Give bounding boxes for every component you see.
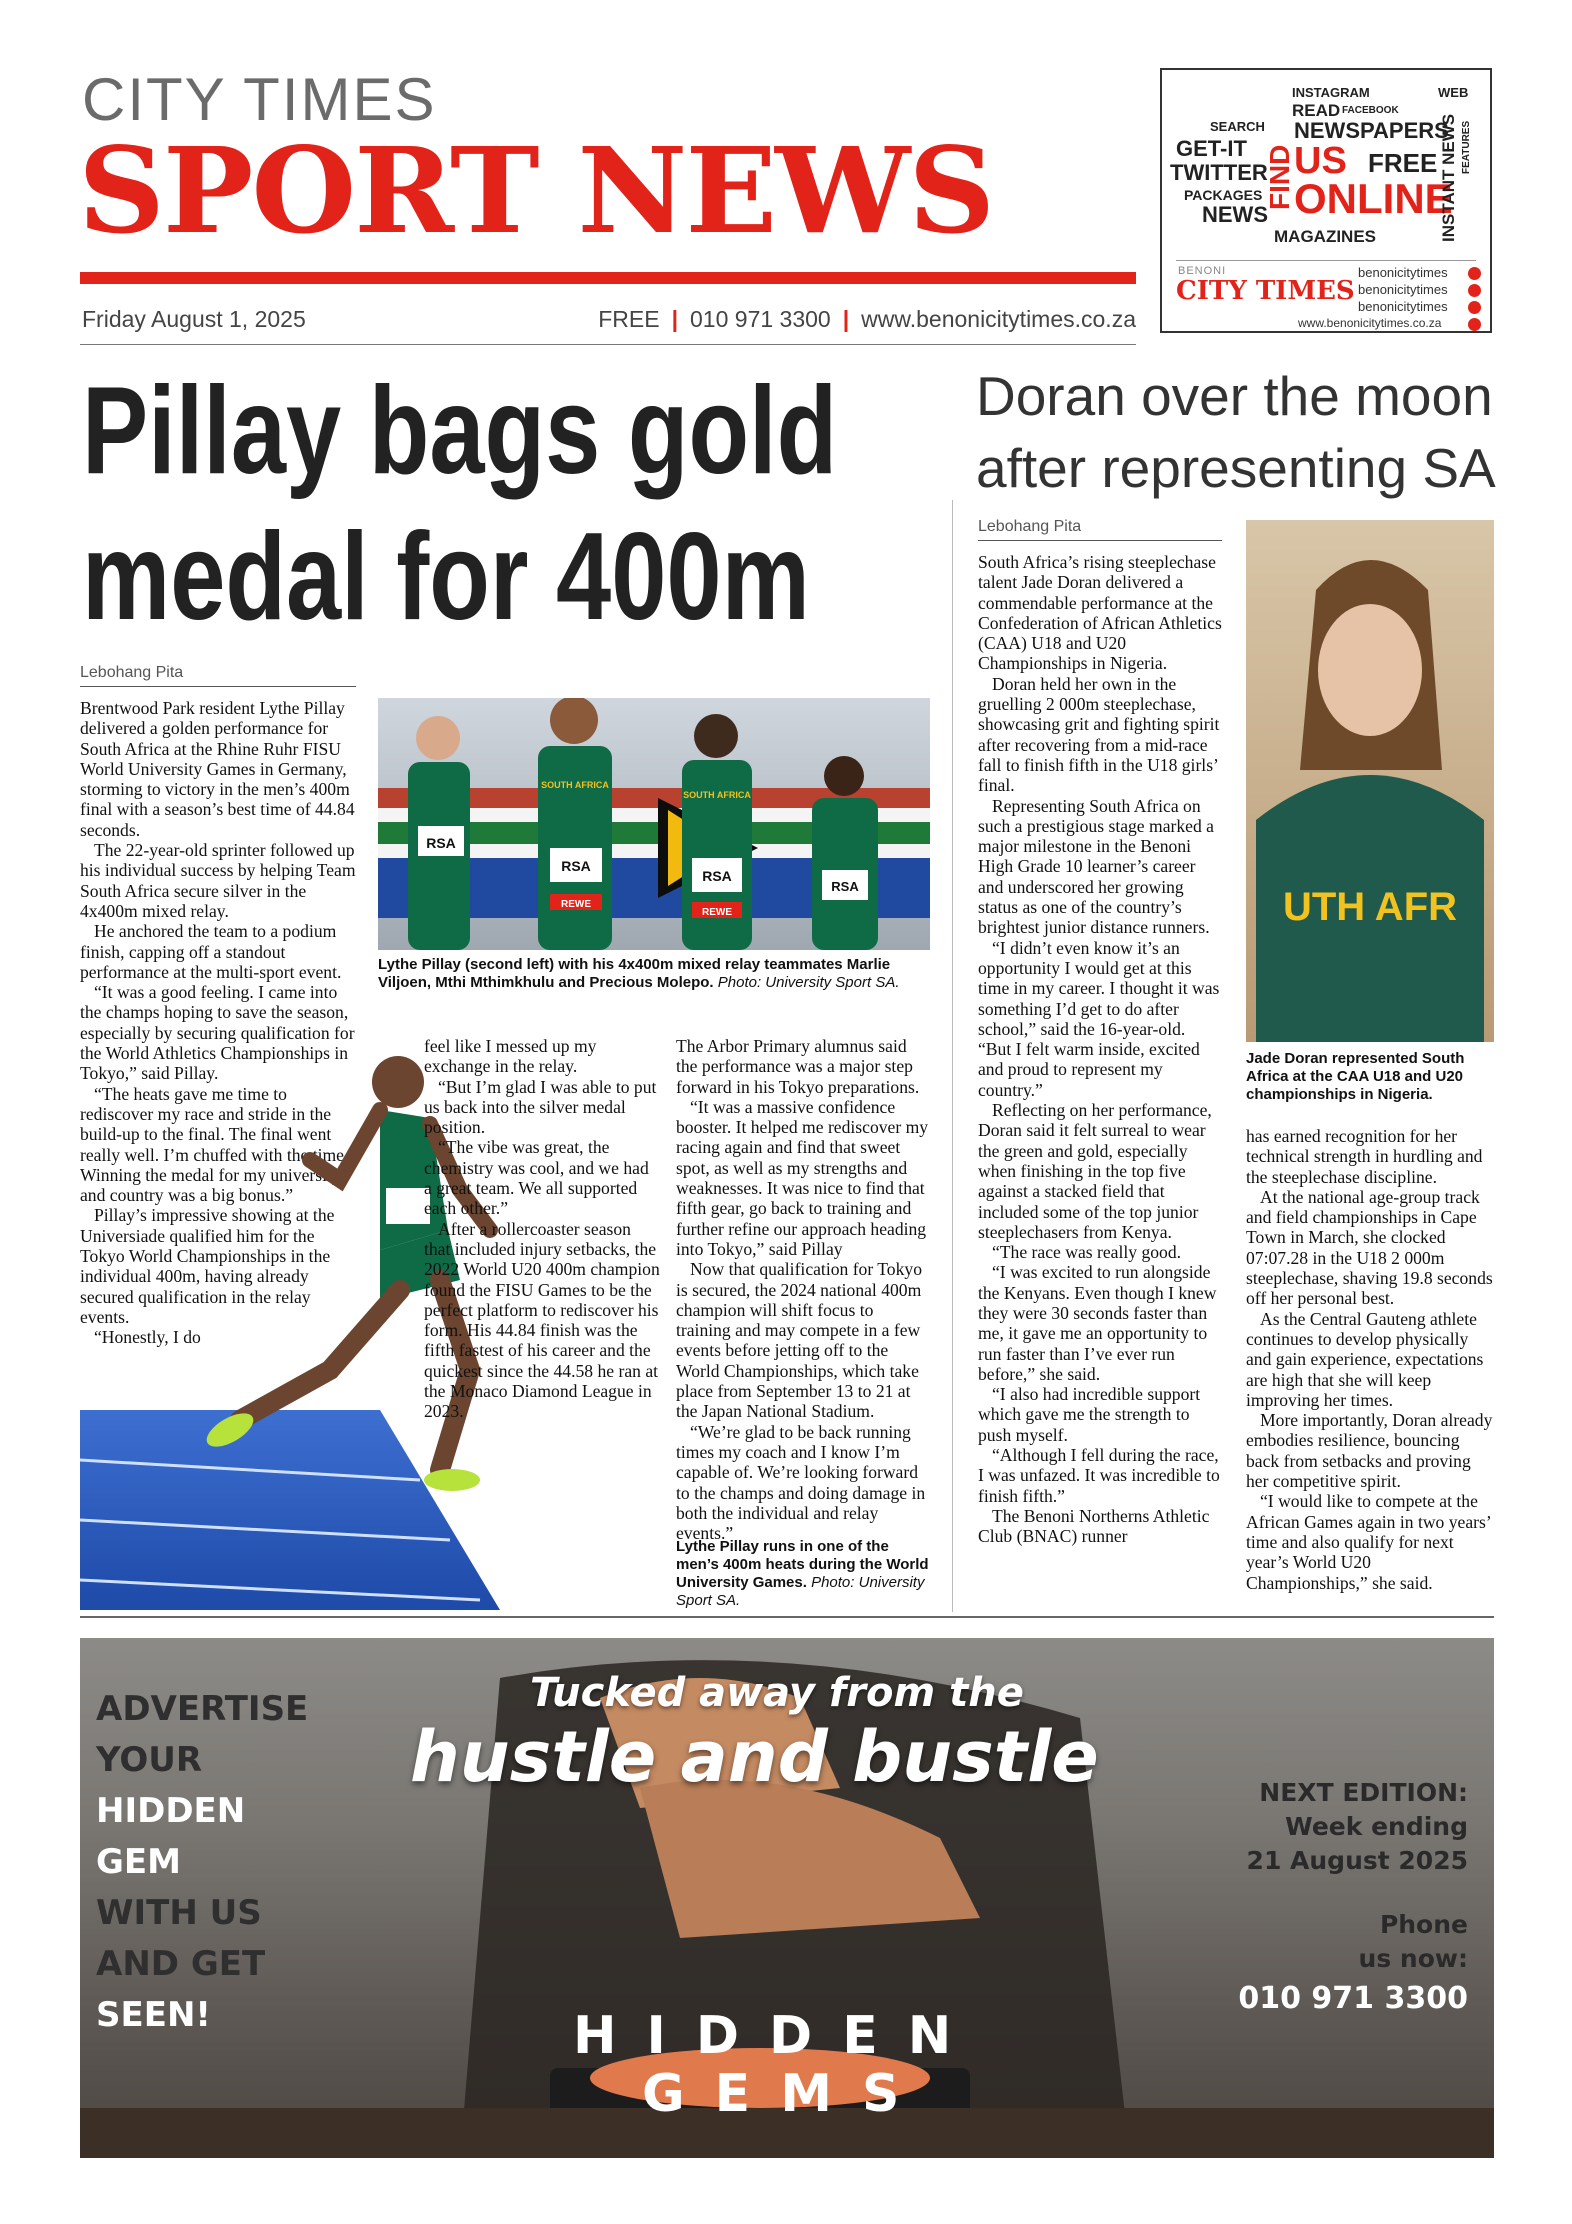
paragraph: The Arbor Primary alumnus said the performance was a major step forward in his Tokyo preparations. xyxy=(676,1036,920,1097)
doran-portrait xyxy=(1246,520,1494,1042)
paragraph: More importantly, Doran already embodies resilience, bouncing back from setbacks and proving her competitive spirit. xyxy=(1246,1410,1493,1492)
doran-illustration xyxy=(1246,520,1494,1042)
pillay-column-2 xyxy=(424,1036,660,1422)
paragraph: “But I’m glad I was able to put us back into the silver medal position. xyxy=(424,1076,657,1138)
twitter-handle[interactable]: benonicitytimes xyxy=(1358,265,1448,280)
promo-word: NEWSPAPERS xyxy=(1294,118,1449,143)
promo-word: TWITTER xyxy=(1170,160,1268,185)
advert-line: WITH US xyxy=(96,1893,262,1933)
phone-label: Phone xyxy=(1379,1910,1468,1939)
bib-text: RSA xyxy=(831,879,859,894)
instagram-handle[interactable]: benonicitytimes xyxy=(1358,299,1448,314)
column-divider xyxy=(952,500,953,1612)
page-divider xyxy=(80,1616,1494,1618)
web-icon xyxy=(1468,318,1481,331)
pillay-byline: Lebohang Pita xyxy=(80,664,184,681)
paragraph: Doran held her own in the gruelling 2 000m steeplechase, showcasing grit and fighting spirit after recovering from a mid-race fall to finish fifth in the U18 girls’ final. xyxy=(978,673,1220,796)
bib-text: RSA xyxy=(702,868,732,884)
paragraph: “It was a massive confidence booster. It helped me rediscover my racing again and find that sweet spot, as well as my strengths and weaknesses. It was nice to find that fifth gear, go back to training and further refine our approach heading into Tokyo,” said Pillay xyxy=(676,1096,929,1259)
promo-word: PACKAGES xyxy=(1184,187,1263,203)
paragraph: has earned recognition for her technical strength in hurdling and the steeplechase discipline. xyxy=(1246,1126,1483,1187)
caption-text: Lythe Pillay (second left) with his 4x400m mixed relay teammates Marlie Viljoen, Mthi Mthimkhulu and Precious Molepo. xyxy=(378,956,891,991)
advert-phone[interactable]: 010 971 3300 xyxy=(1238,1981,1468,2016)
hidden-gems-advert[interactable] xyxy=(80,1638,1494,2158)
promo-word: INSTAGRAM xyxy=(1292,85,1370,100)
promo-word: NEWS xyxy=(1202,202,1268,227)
advert-line: HIDDEN xyxy=(96,1791,246,1831)
facebook-icon xyxy=(1468,284,1481,297)
paragraph: South Africa’s rising steeplechase talent Jade Doran delivered a commendable performance at the Confederation of African Athletics (CAA) U18 and U20 Championships in Nigeria. xyxy=(978,552,1222,674)
promo-website[interactable]: www.benonicitytimes.co.za xyxy=(1298,316,1442,330)
masthead-red-rule xyxy=(80,272,1136,284)
advert-line: SEEN! xyxy=(96,1995,211,2035)
masthead-divider xyxy=(80,344,1136,345)
masthead-website[interactable]: www.benonicitytimes.co.za xyxy=(861,306,1136,332)
paragraph: “Honestly, I do xyxy=(94,1327,201,1348)
paragraph: “We’re glad to be back running times my coach and I know I’m capable of. We’re looking forward to the champs and doing damage in both the individual and relay events.” xyxy=(676,1421,926,1544)
doran-photo-caption xyxy=(1246,1050,1494,1104)
masthead-contact: FREE | 010 971 3300 | www.benonicitytimes.co.za xyxy=(598,306,1136,332)
promo-word: FACEBOOK xyxy=(1342,105,1399,116)
paragraph: As the Central Gauteng athlete continues to develop physically and gain experience, expectations are high that she will keep improving her times. xyxy=(1246,1308,1484,1410)
promo-word: INSTANT NEWS xyxy=(1439,113,1458,242)
caption-text: Jade Doran represented South Africa at the CAA U18 and U20 championships in Nigeria. xyxy=(1246,1050,1465,1103)
promo-word: GET-IT xyxy=(1176,136,1247,161)
paragraph: After a rollercoaster season that included injury setbacks, the 2022 World U20 400m champion found the FISU Games to be the perfect platform to rediscover his form. His 44.84 finish was the fifth fastest of his career and the quickest since the 44.58 he ran at the Monaco Diamond League in 2023. xyxy=(424,1218,660,1422)
paragraph: The Benoni Northerns Athletic Club (BNAC) runner xyxy=(978,1505,1210,1547)
relay-team-illustration xyxy=(378,698,930,950)
sponsor-text: REWE xyxy=(702,907,732,918)
promo-word: FREE xyxy=(1368,148,1438,178)
promo-box xyxy=(1160,68,1492,333)
doran-headline-line: Doran over the moon xyxy=(976,365,1493,427)
promo-logo-small: BENONI xyxy=(1178,265,1227,277)
advert-line: YOUR xyxy=(96,1740,203,1780)
pillay-column-3 xyxy=(676,1036,932,1543)
sponsor-text: REWE xyxy=(561,899,591,910)
runner-photo-caption xyxy=(676,1538,932,1610)
pillay-headline xyxy=(82,358,838,650)
paragraph: “I would like to compete at the African Games again in two years’ time and also qualify for next year’s World U20 Championships,” she said. xyxy=(1246,1491,1491,1593)
advert-line: AND GET xyxy=(96,1944,266,1984)
relay-photo-caption xyxy=(378,956,930,992)
promo-word: ONLINE xyxy=(1294,175,1453,222)
paragraph: “It was a good feeling. I came into the champs hoping to save the season, especially by securing qualification for the World Athletics Championships in Tokyo,” said Pillay. xyxy=(80,982,355,1084)
free-label: FREE xyxy=(598,306,660,332)
advert-tagline-small: Tucked away from the xyxy=(530,1670,1024,1716)
promo-word: MAGAZINES xyxy=(1274,227,1376,246)
pillay-byline-rule xyxy=(80,686,356,687)
paragraph: Pillay’s impressive showing at the Universiade qualified him for the Tokyo World Championships in the individual 400m, having already secured qualification in the relay events. xyxy=(80,1205,335,1327)
doran-byline: Lebohang Pita xyxy=(978,518,1082,535)
caption-credit: Photo: University Sport SA. xyxy=(717,974,900,991)
advert-tagline-big: hustle and bustle xyxy=(410,1716,1099,1798)
advert-line: GEM xyxy=(96,1842,181,1882)
doran-byline-rule xyxy=(978,540,1222,541)
twitter-icon xyxy=(1468,267,1481,280)
paragraph: He anchored the team to a podium finish, capping off a standout performance at the multi-sport event. xyxy=(80,921,342,982)
paragraph: Now that qualification for Tokyo is secured, the 2024 national 400m champion will shift focus to training and may compete in a few events before jetting off to the World Championships, which take place from September 13 to 21 at the Japan National Stadium. xyxy=(676,1259,922,1422)
advert-line: ADVERTISE xyxy=(96,1689,309,1729)
paragraph: Reflecting on her performance, Doran said it felt surreal to wear the green and gold, especially when finishing in the top five against a stacked field that included some of the top junior steeplechasers from Kenya. xyxy=(978,1100,1212,1242)
paragraph: feel like I messed up my exchange in the relay. xyxy=(424,1036,597,1077)
masthead-title: SPORT NEWS xyxy=(78,121,994,260)
bib-text: RSA xyxy=(426,835,456,851)
vest-text: SOUTH AFRICA xyxy=(683,790,751,800)
promo-logo: CITY TIMES xyxy=(1176,276,1355,306)
paragraph: Brentwood Park resident Lythe Pillay delivered a golden performance for South Africa at the Rhine Ruhr FISU World University Games in Germany, storming to victory in the men’s 400m final with a season’s best time of 44.84 seconds. xyxy=(80,698,355,840)
doran-column-2 xyxy=(1246,1126,1494,1593)
doran-column-1 xyxy=(978,552,1222,1547)
paragraph: “Although I fell during the race, I was unfazed. It was incredible to finish fifth.” xyxy=(978,1445,1220,1506)
advert-brand-line-1: HIDDEN xyxy=(573,2006,982,2066)
issue-date: Friday August 1, 2025 xyxy=(82,306,306,332)
next-edition-week: Week ending xyxy=(1285,1812,1468,1841)
paragraph: At the national age-group track and field championships in Cape Town in March, she clocked 07:07.28 in the U18 2 000m steeplechase, shaving 19.8 seconds off her personal best. xyxy=(1246,1186,1493,1309)
masthead-info-bar xyxy=(80,300,1136,340)
paragraph: “The vibe was great, the chemistry was cool, and we had a great team. We all supported each other.” xyxy=(424,1137,649,1219)
promo-word: SEARCH xyxy=(1210,119,1265,134)
bib-text: RSA xyxy=(561,858,591,874)
paragraph: “I also had incredible support which gave me the strength to push myself. xyxy=(978,1384,1201,1445)
promo-word: WEB xyxy=(1438,85,1469,100)
masthead-phone: 010 971 3300 xyxy=(690,306,831,332)
relay-team-photo xyxy=(378,698,930,950)
caption-credit: Photo: University Sport SA. xyxy=(676,1574,925,1609)
advert-brand-line-2: GEMS xyxy=(642,2064,930,2124)
instagram-icon xyxy=(1468,301,1481,314)
promo-word: FEATURES xyxy=(1461,120,1472,174)
masthead-city: CITY TIMES xyxy=(82,66,437,133)
caption-text: Lythe Pillay runs in one of the men’s 400m heats during the World University Games. xyxy=(676,1538,929,1591)
promo-word: US xyxy=(1294,140,1347,182)
paragraph: Representing South Africa on such a prestigious stage marked a major milestone in the Benoni High Grade 10 learner’s career and underscored her growing status as one of the country’s brightest junior distance runners. xyxy=(978,795,1214,938)
doran-headline-line: after representing SA xyxy=(976,437,1496,499)
paragraph: “The race was really good. xyxy=(992,1242,1182,1263)
next-edition-date: 21 August 2025 xyxy=(1246,1846,1468,1875)
advert-left-text xyxy=(96,1684,308,2041)
next-edition-label: NEXT EDITION: xyxy=(1259,1778,1468,1807)
promo-word: FIND xyxy=(1264,144,1295,210)
facebook-handle[interactable]: benonicitytimes xyxy=(1358,282,1448,297)
doran-headline xyxy=(976,360,1496,504)
paragraph: The 22-year-old sprinter followed up his individual success by helping Team South Africa secure silver in the 4x400m mixed relay. xyxy=(80,840,356,921)
advert-right-text xyxy=(1238,1776,1468,2016)
phone-label: us now: xyxy=(1358,1944,1468,1973)
paragraph: “I didn’t even know it’s an opportunity I would get at this time in my career. I thought it was something I’d get to do after school,” said the 16-year-old. “But I felt warm inside, excited and proud to represent my country.” xyxy=(978,937,1220,1100)
pillay-headline-line: Pillay bags gold xyxy=(82,362,838,500)
promo-word: READ xyxy=(1292,101,1341,120)
paragraph: “The heats gave me time to rediscover my race and stride in the build-up to the final. The final went really well. I’m chuffed with the time. Winning the medal for my university and country was a big bonus.” xyxy=(80,1083,349,1206)
pillay-headline-line: medal for 400m xyxy=(82,508,810,646)
vest-text: SOUTH AFRICA xyxy=(541,780,609,790)
paragraph: “I was excited to run alongside the Kenyans. Even though I knew they were 30 seconds faster than me, it gave me an opportunity to run faster than I’ve ever run before,” she said. xyxy=(978,1262,1217,1384)
hoodie-text: UTH AFR xyxy=(1282,885,1458,929)
